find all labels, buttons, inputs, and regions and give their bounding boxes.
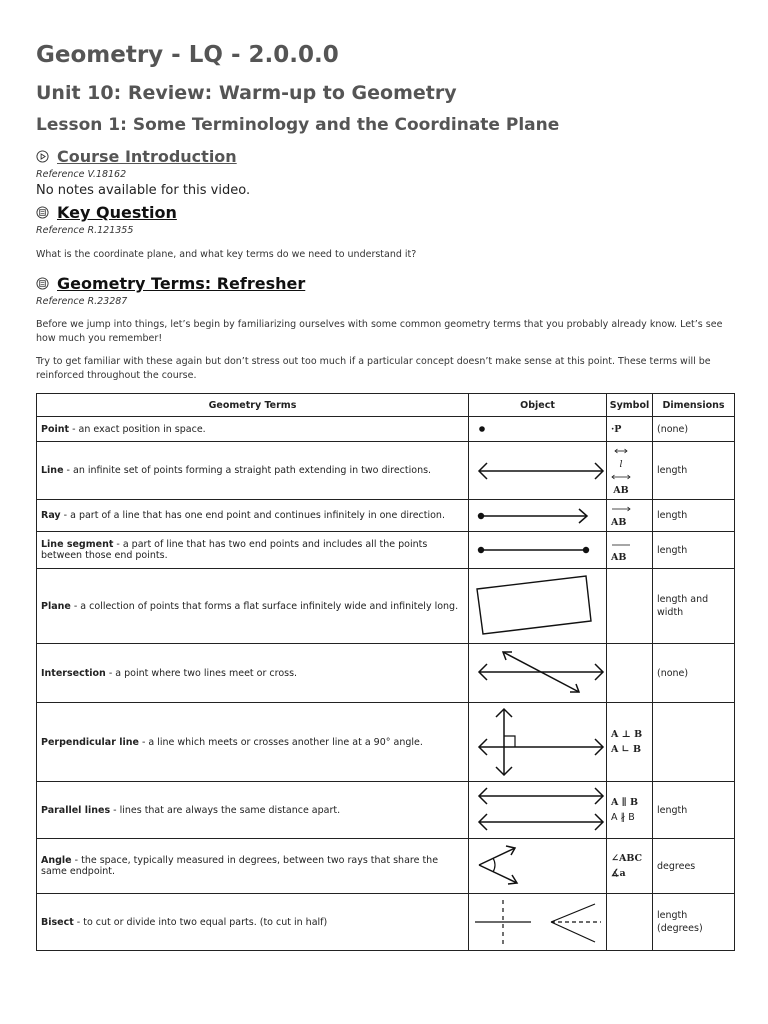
dimension-cell: length and width — [653, 569, 735, 644]
term-cell — [37, 417, 469, 442]
parallel-lines-diagram — [473, 784, 609, 836]
not-parallel-symbol: A ∦ B — [611, 812, 635, 823]
header-object: Object — [469, 394, 607, 417]
unit-title: Unit 10: Review: Warm-up to Geometry — [36, 82, 457, 104]
header-symbol: Symbol — [607, 394, 653, 417]
symbol-cell — [607, 894, 653, 951]
intro-note: No notes available for this video. — [36, 183, 251, 198]
geometry-terms-table — [36, 393, 735, 951]
term-name: Ray — [41, 510, 61, 521]
parallel-symbol: A ∥ B — [611, 797, 639, 808]
geometry-terms-heading[interactable]: Geometry Terms: Refresher — [57, 274, 306, 293]
dimension-cell: length (degrees) — [653, 894, 735, 951]
table-row — [37, 644, 735, 703]
section-course-introduction[interactable] — [36, 147, 237, 166]
intersection-diagram — [473, 646, 609, 700]
line-symbol-l: l — [619, 459, 623, 470]
ray-diagram — [473, 503, 609, 529]
terms-paragraph-1: Before we jump into things, let’s begin by familiarizing ourselves with some common geometry terms that you probably already know. Let’s see how much you remember! — [36, 319, 723, 344]
term-definition: - to cut or divide into two equal parts. (to cut in half) — [73, 916, 328, 928]
term-name: Bisect — [41, 916, 74, 928]
point-diagram — [473, 419, 609, 439]
dimension-cell: (none) — [653, 417, 735, 442]
angle-diagram — [473, 841, 609, 891]
symbol-cell — [607, 500, 653, 532]
terms-paragraph-2: Try to get familiar with these again but don’t stress out too much if a particular concept doesn’t make sense at this point. These terms will be reinforced throughout the course. — [36, 356, 711, 381]
symbol-cell — [607, 417, 653, 442]
terms-reference: Reference R.23287 — [36, 296, 128, 307]
key-question-text: What is the coordinate plane, and what key terms do we need to understand it? — [36, 249, 417, 260]
object-cell — [469, 839, 607, 894]
document-circle-icon — [36, 206, 49, 219]
symbol-cell — [607, 782, 653, 839]
table-row — [37, 894, 735, 951]
dimension-cell — [653, 703, 735, 782]
object-cell — [469, 782, 607, 839]
dimension-cell: length — [653, 500, 735, 532]
header-geometry-terms: Geometry Terms — [37, 394, 469, 417]
intro-reference: Reference V.18162 — [36, 169, 127, 180]
overline-icon — [611, 543, 631, 547]
measured-angle-symbol: ∡a — [611, 868, 626, 879]
play-circle-icon — [36, 150, 49, 163]
table-row — [37, 569, 735, 644]
term-cell — [37, 500, 469, 532]
term-cell — [37, 532, 469, 569]
table-row — [37, 532, 735, 569]
table-row — [37, 442, 735, 500]
document-circle-icon — [36, 277, 49, 290]
object-cell — [469, 703, 607, 782]
term-definition: - a line which meets or crosses another line at a 90° angle. — [138, 736, 423, 748]
dimension-cell: length — [653, 782, 735, 839]
right-angle-symbol: A ∟ B — [611, 744, 641, 755]
segment-symbol: AB — [611, 551, 627, 563]
term-definition: - a point where two lines meet or cross. — [105, 667, 298, 679]
dimension-cell: length — [653, 442, 735, 500]
table-row — [37, 417, 735, 442]
term-cell — [37, 644, 469, 703]
object-cell — [469, 569, 607, 644]
object-cell — [469, 417, 607, 442]
line-segment-diagram — [473, 537, 609, 563]
object-cell — [469, 644, 607, 703]
term-name: Angle — [41, 855, 72, 866]
table-row — [37, 703, 735, 782]
symbol-cell — [607, 839, 653, 894]
point-symbol: ·P — [611, 423, 622, 435]
lesson-title: Lesson 1: Some Terminology and the Coordinate Plane — [36, 115, 560, 135]
term-cell — [37, 703, 469, 782]
term-definition: - lines that are always the same distance apart. — [110, 804, 341, 816]
object-cell — [469, 500, 607, 532]
bisect-diagram — [473, 896, 609, 948]
term-name: Intersection — [41, 667, 106, 679]
term-name: Line — [41, 465, 64, 476]
key-question-reference: Reference R.121355 — [36, 225, 134, 236]
header-dimensions: Dimensions — [653, 394, 735, 417]
section-key-question[interactable] — [36, 203, 177, 222]
term-cell — [37, 839, 469, 894]
term-definition: - a part of a line that has one end point and continues infinitely in one direction. — [60, 510, 445, 521]
dimension-cell: length — [653, 532, 735, 569]
ray-symbol: AB — [611, 517, 627, 528]
object-cell — [469, 532, 607, 569]
term-name: Perpendicular line — [41, 736, 139, 748]
table-row — [37, 500, 735, 532]
line-diagram — [473, 451, 609, 491]
term-name: Point — [41, 423, 70, 435]
symbol-cell — [607, 703, 653, 782]
table-header-row — [37, 394, 735, 417]
right-arrow-icon — [611, 506, 631, 512]
line-symbol-ab: AB — [613, 485, 629, 496]
table-row — [37, 782, 735, 839]
symbol-cell — [607, 442, 653, 500]
angle-symbol: ∠ABC — [611, 853, 643, 864]
term-cell — [37, 569, 469, 644]
term-name: Plane — [41, 600, 71, 612]
term-definition: - an exact position in space. — [69, 423, 206, 435]
course-introduction-link[interactable]: Course Introduction — [57, 147, 237, 166]
section-geometry-terms[interactable] — [36, 274, 305, 293]
object-cell — [469, 442, 607, 500]
symbol-cell — [607, 644, 653, 703]
term-definition: - a collection of points that forms a flat surface infinitely wide and infinitely long. — [70, 600, 459, 612]
perpendicular-symbol: A ⊥ B — [611, 729, 643, 740]
dimension-cell: degrees — [653, 839, 735, 894]
double-arrow-icon — [611, 474, 631, 480]
symbol-cell — [607, 569, 653, 644]
term-cell — [37, 782, 469, 839]
term-name: Parallel lines — [41, 804, 111, 816]
perpendicular-diagram — [473, 705, 609, 779]
double-arrow-icon — [614, 448, 628, 454]
course-title: Geometry - LQ - 2.0.0.0 — [36, 42, 339, 68]
dimension-cell: (none) — [653, 644, 735, 703]
term-definition: - the space, typically measured in degrees, between two rays that share the same endpoint. — [41, 855, 439, 877]
table-row — [37, 839, 735, 894]
key-question-heading[interactable]: Key Question — [57, 203, 177, 222]
symbol-cell — [607, 532, 653, 569]
term-cell — [37, 894, 469, 951]
object-cell — [469, 894, 607, 951]
term-definition: - an infinite set of points forming a straight path extending in two directions. — [63, 465, 432, 476]
plane-diagram — [473, 571, 609, 641]
term-definition: - a part of line that has two end points and includes all the points between those end points. — [41, 539, 428, 561]
term-cell — [37, 442, 469, 500]
term-name: Line segment — [41, 539, 114, 550]
